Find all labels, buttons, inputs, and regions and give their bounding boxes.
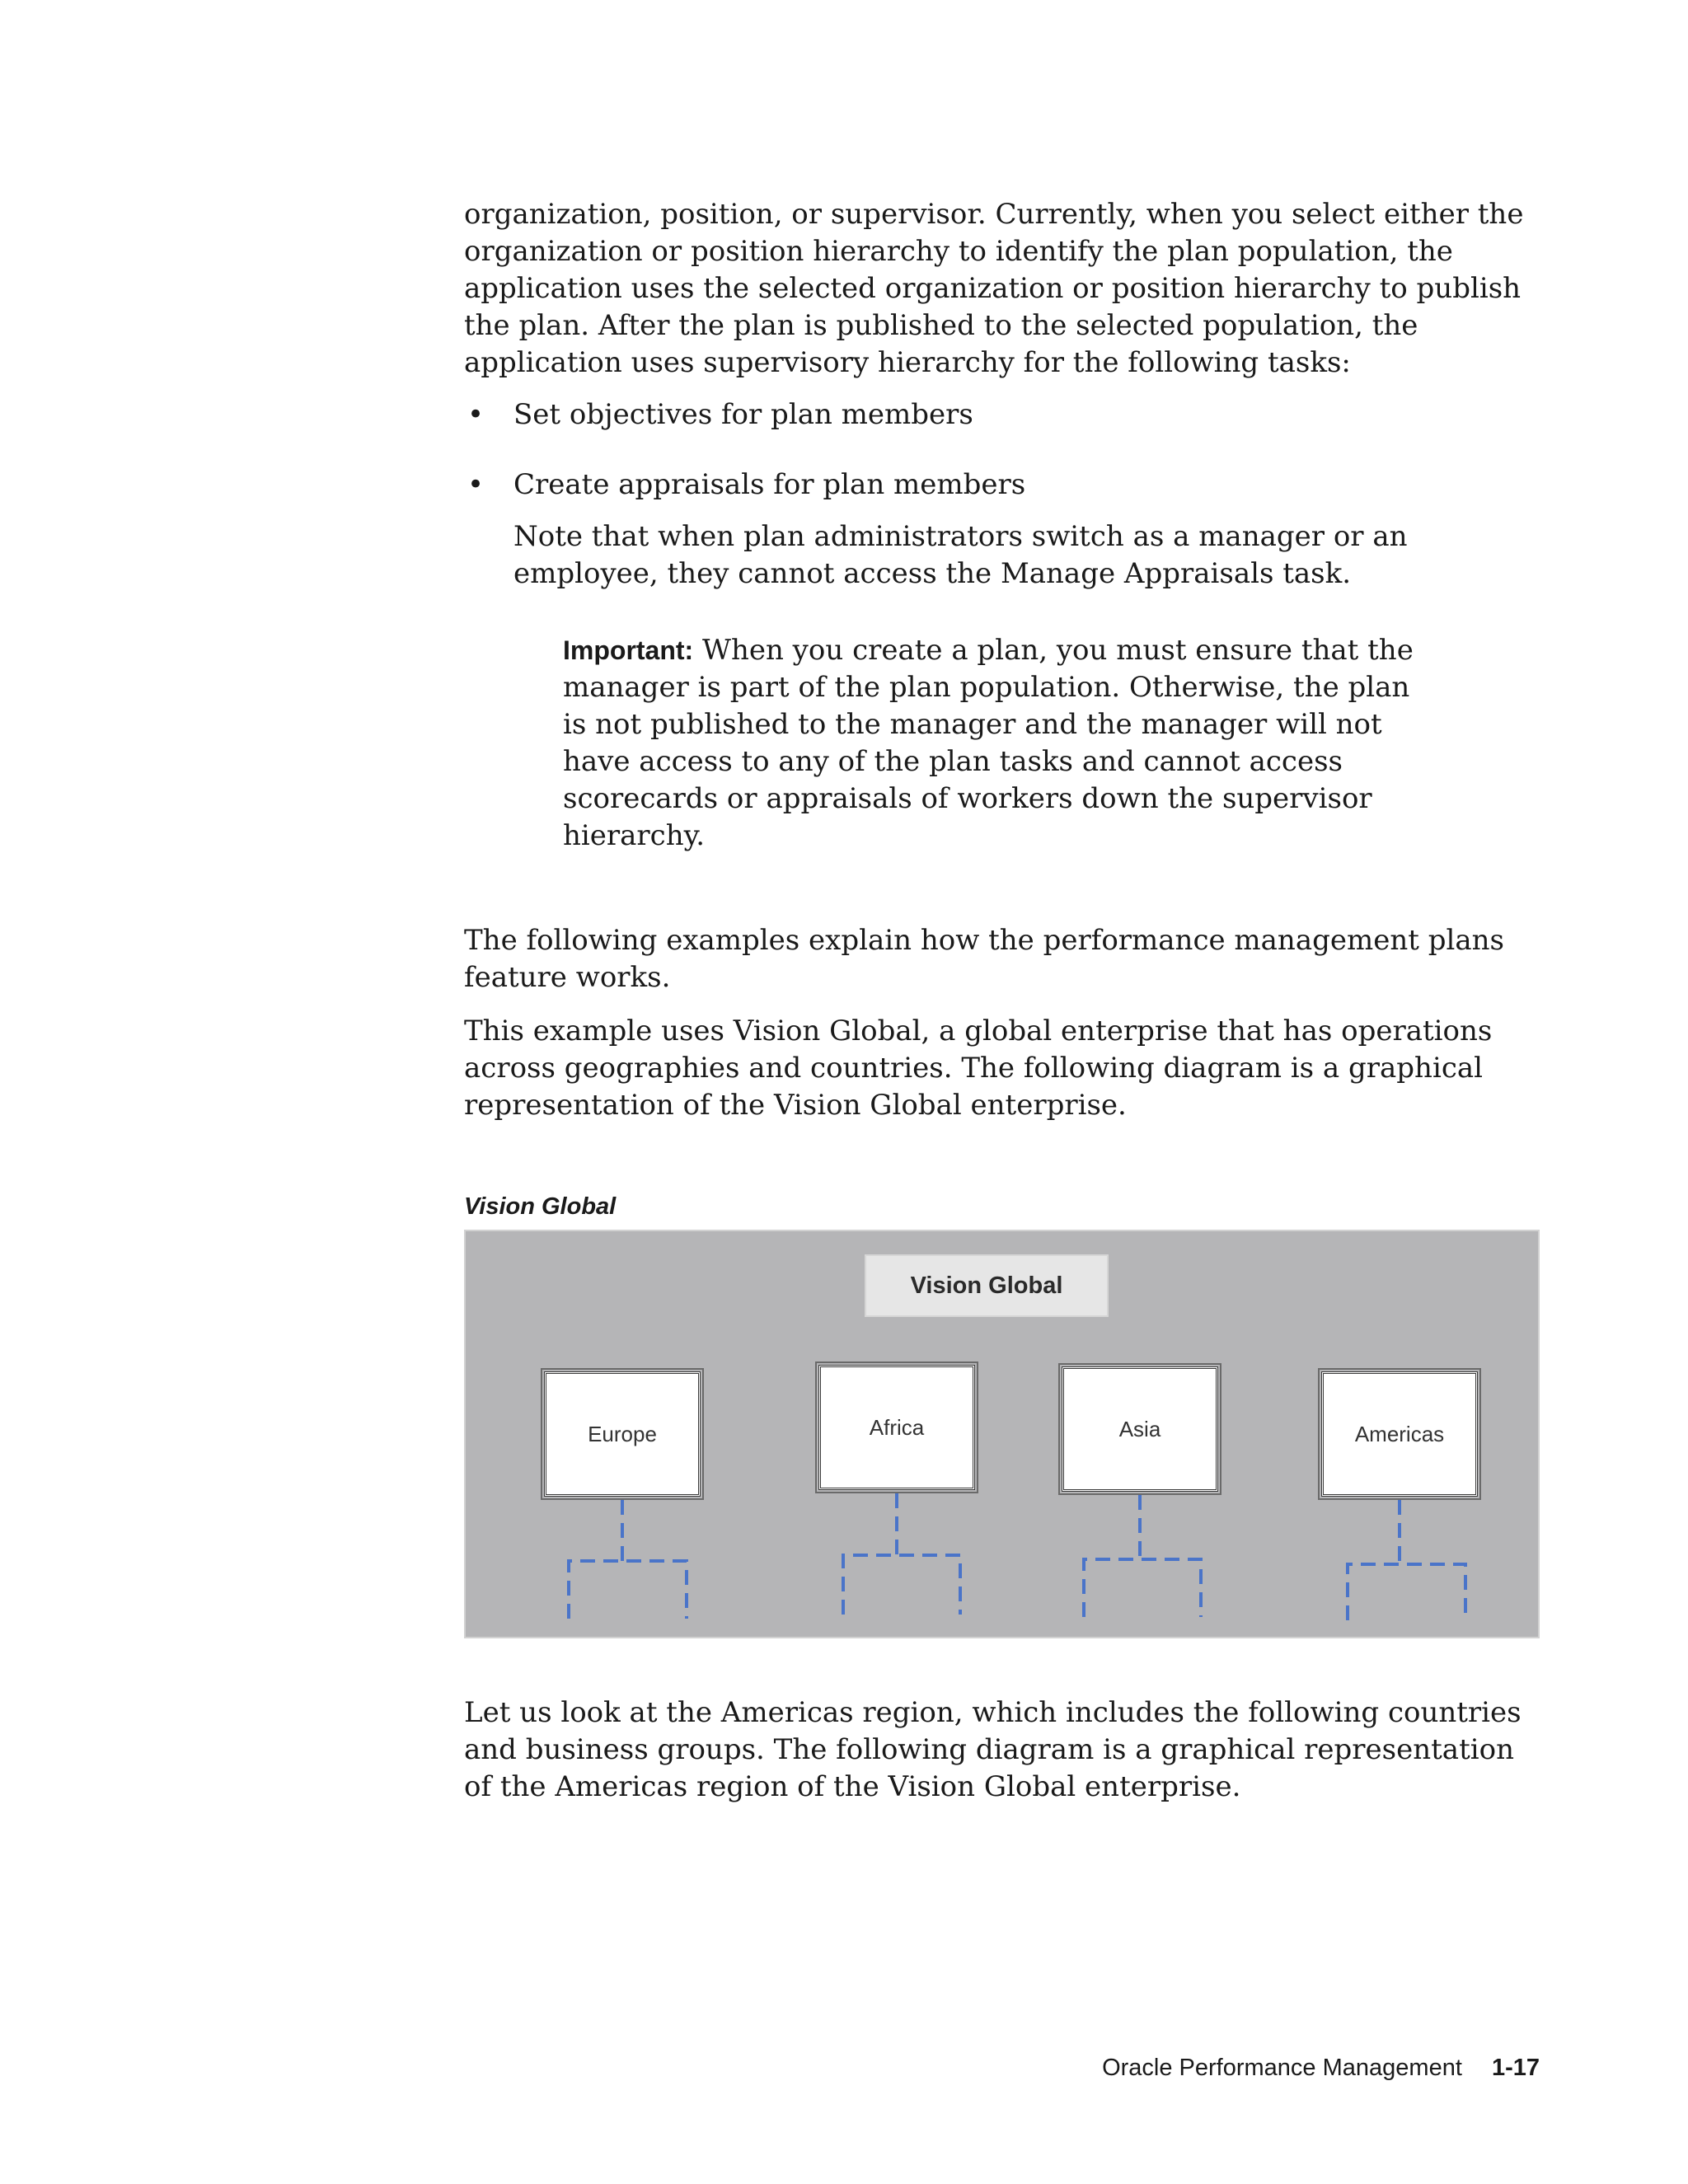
africa-connector (843, 1493, 960, 1615)
region-node-africa: Africa (818, 1365, 975, 1490)
examples-paragraph: The following examples explain how the performance management plans feature works. (464, 924, 1504, 994)
root-node-vision-global: Vision Global (865, 1254, 1109, 1317)
bullet-icon: • (467, 398, 485, 431)
list-item-text: Create appraisals for plan members (513, 468, 1026, 501)
vision-global-diagram (464, 1230, 1540, 1638)
figure-caption: Vision Global (464, 1193, 617, 1220)
connector-lines (466, 1231, 1538, 1637)
important-note (563, 632, 1420, 855)
vision-paragraph: This example uses Vision Global, a global enterprise that has operations across geographies and countries. The following diagram is a graphical representation of the Vision Global enterprise. (464, 1015, 1493, 1122)
americas-connector (1348, 1500, 1465, 1620)
important-label: Important: (563, 635, 694, 665)
asia-connector (1084, 1495, 1201, 1617)
list-item-text: Set objectives for plan members (513, 398, 973, 431)
list-item (464, 466, 1540, 504)
note-paragraph: Note that when plan administrators switch as a manager or an employee, they cannot access the Manage Appraisals task. (513, 520, 1408, 590)
footer-title: Oracle Performance Management (1102, 2055, 1462, 2081)
europe-connector (569, 1500, 687, 1619)
page-content (464, 196, 1540, 1806)
important-text: When you create a plan, you must ensure that the manager is part of the plan population. Otherwise, the plan is not published to the manager and the manager will not have access to any of the plan tasks and cannot access scorecards or appraisals of workers down the supervisor hierarchy. (563, 634, 1414, 852)
list-item (464, 396, 1540, 434)
region-node-americas: Americas (1321, 1371, 1478, 1497)
region-node-asia: Asia (1062, 1366, 1218, 1492)
page-footer (989, 2055, 1540, 2082)
region-node-europe: Europe (544, 1371, 701, 1497)
page-number: 1-17 (1491, 2055, 1540, 2081)
task-list (464, 396, 1540, 504)
bullet-icon: • (467, 468, 485, 501)
americas-paragraph: Let us look at the Americas region, which includes the following countries and business groups. The following diagram is a graphical representation of the Americas region of the Vision Global enterprise. (464, 1696, 1522, 1803)
intro-paragraph: organization, position, or supervisor. Currently, when you select either the organization or position hierarchy to identify the plan population, the application uses the selected organization or position hierarchy to publish the plan. After the plan is published to the selected population, the application uses supervisory hierarchy for the following tasks: (464, 198, 1524, 379)
